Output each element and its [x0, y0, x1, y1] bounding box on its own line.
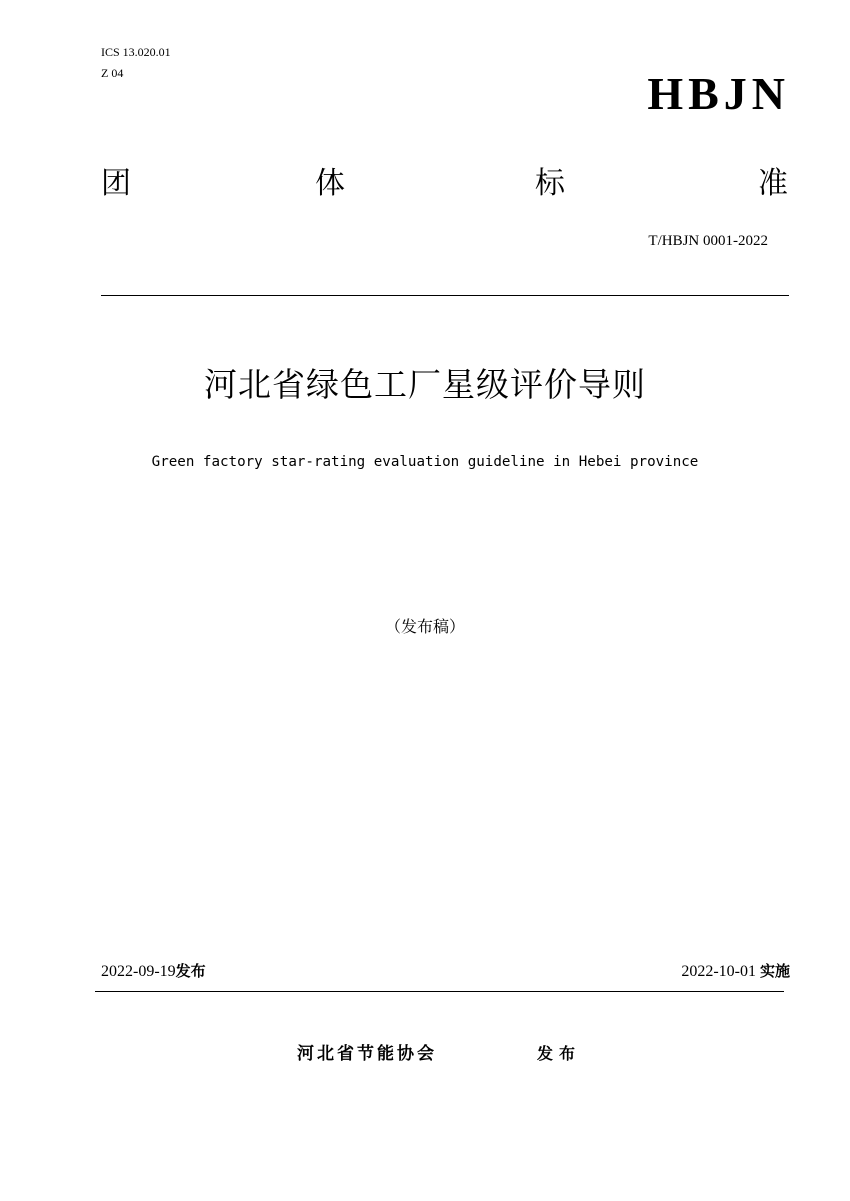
- issue-label: 发布: [175, 962, 206, 980]
- bottom-divider: [95, 991, 784, 992]
- document-title-chinese: 河北省绿色工厂星级评价导则: [204, 365, 646, 404]
- issue-date-line: [101, 960, 206, 983]
- issue-date: 2022-09-19: [101, 963, 176, 980]
- category-char-1: 团: [101, 166, 131, 201]
- implement-label: 实施: [759, 962, 790, 980]
- top-divider: [101, 295, 789, 296]
- publisher-name: 河北省节能协会: [297, 1044, 437, 1064]
- publish-label: 发布: [537, 1044, 582, 1063]
- document-title-english: Green factory star-rating evaluation guideline in Hebei province: [151, 454, 699, 470]
- category-char-4: 准: [758, 166, 788, 201]
- category-char-3: 标: [535, 166, 565, 201]
- ccs-code: Z 04: [101, 66, 124, 80]
- implement-date-line: [681, 960, 790, 983]
- draft-status: （发布稿）: [384, 617, 465, 636]
- category-char-2: 体: [315, 166, 345, 201]
- implement-date: 2022-10-01: [681, 963, 756, 980]
- standard-number: T/HBJN 0001-2022: [648, 233, 768, 249]
- ics-code: ICS 13.020.01: [101, 45, 171, 59]
- organization-logo: HBJN: [647, 68, 790, 119]
